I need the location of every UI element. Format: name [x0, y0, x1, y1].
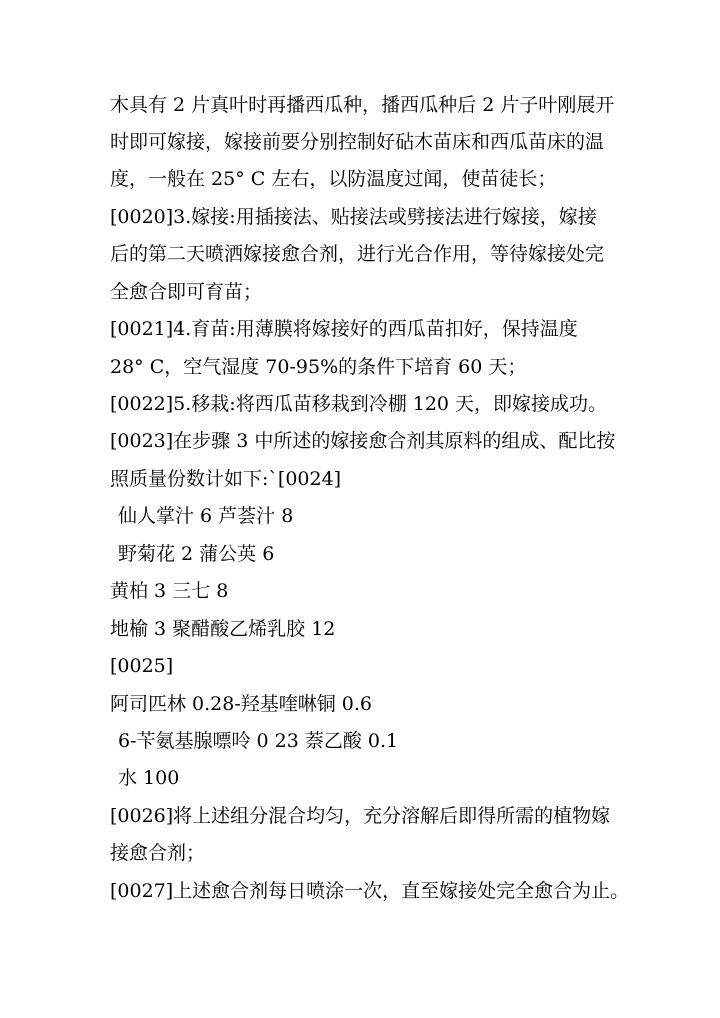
- ingredient-line: 阿司匹林 0.28-羟基喹啉铜 0.6: [110, 693, 373, 715]
- text-line: 度，一般在 25° C 左右，以防温度过闻，使苗徒长；: [110, 168, 557, 190]
- text-line: 全愈合即可育苗；: [110, 281, 263, 303]
- paragraph-0027: [0027]上述愈合剂每日喷涂一次，直至嫁接处完全愈合为止。: [110, 880, 630, 902]
- text-line: 木具有 2 片真叶时再播西瓜种，播西瓜种后 2 片子叶刚展开: [110, 94, 615, 116]
- paragraph-0025: [0025]: [110, 655, 174, 677]
- text-line: 后的第二天喷洒嫁接愈合剂，进行光合作用，等待嫁接处完: [110, 243, 605, 265]
- text-line: 接愈合剂；: [110, 842, 206, 864]
- ingredient-line: 仙人掌汁 6 芦荟汁 8: [118, 505, 294, 527]
- ingredient-line: 野菊花 2 蒲公英 6: [118, 543, 275, 565]
- paragraph-0021: [0021]4.育苗:用薄膜将嫁接好的西瓜苗扣好，保持温度: [110, 318, 578, 340]
- ingredient-line: 黄柏 3 三七 8: [110, 580, 229, 602]
- paragraph-0020: [0020]3.嫁接:用插接法、贴接法或劈接法进行嫁接，嫁接: [110, 206, 597, 228]
- paragraph-0022: [0022]5.移栽:将西瓜苗移栽到冷棚 120 天，即嫁接成功。: [110, 393, 608, 415]
- paragraph-0023: [0023]在步骤 3 中所述的嫁接愈合剂其原料的组成、配比按: [110, 430, 616, 452]
- text-line: 照质量份数计如下:`[0024]: [110, 468, 342, 490]
- ingredient-line: 地榆 3 聚醋酸乙烯乳胶 12: [110, 618, 336, 640]
- ingredient-line: 6-苄氨基腺嘌呤 0 23 萘乙酸 0.1: [118, 730, 399, 752]
- ingredient-line: 水 100: [118, 767, 180, 789]
- text-line: 28° C，空气湿度 70-95%的条件下培育 60 天；: [110, 356, 527, 378]
- paragraph-0026: [0026]将上述组分混合均匀，充分溶解后即得所需的植物嫁: [110, 805, 611, 827]
- text-line: 时即可嫁接，嫁接前要分别控制好砧木苗床和西瓜苗床的温: [110, 131, 605, 153]
